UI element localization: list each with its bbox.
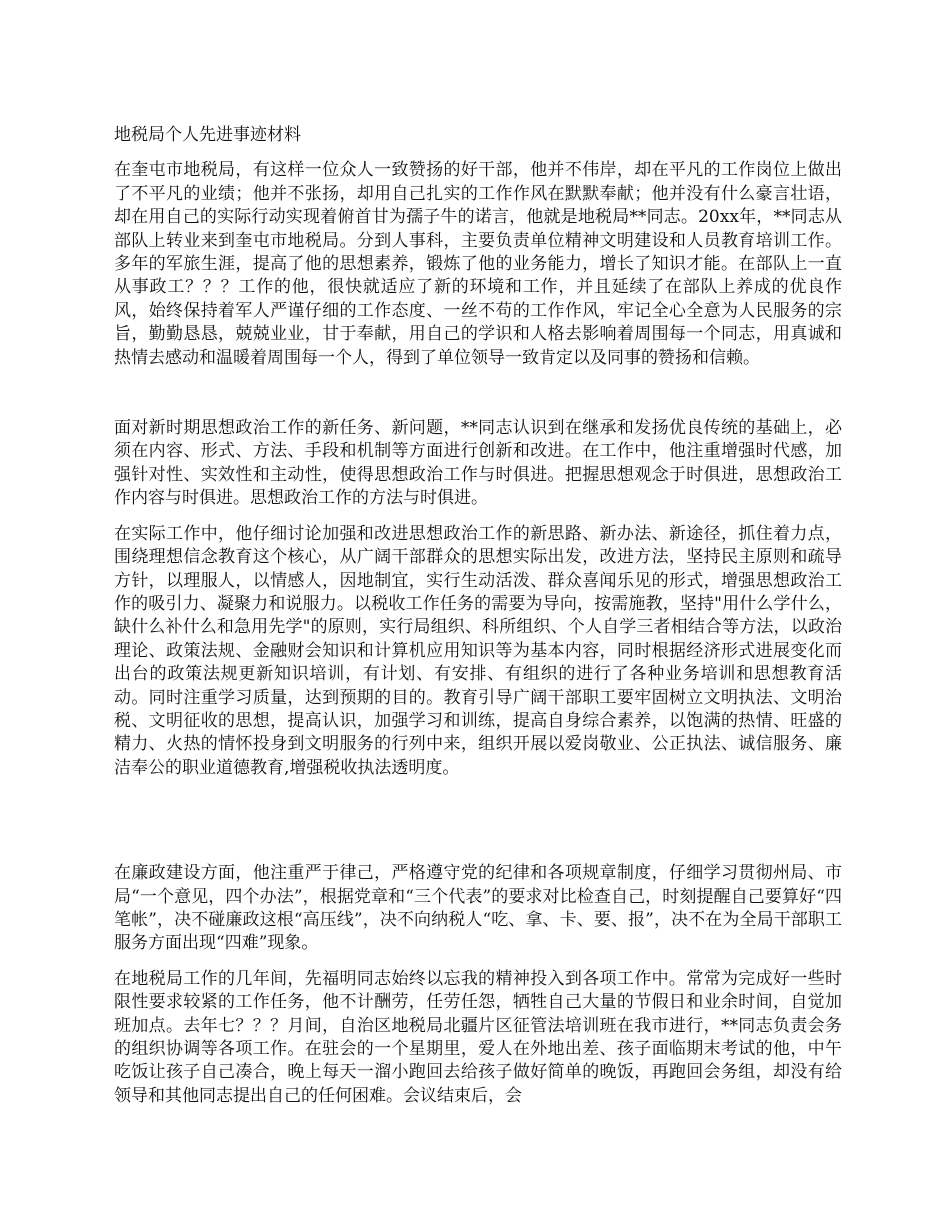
paragraph-intro: 在奎屯市地税局，有这样一位众人一致赞扬的好干部，他并不伟岸，却在平凡的工作岗位上做出了不平凡的业绩；他并不张扬，却用自己扎实的工作作风在默默奉献；他并没有什么豪言壮语，却在用自己的实际行动实现着俯首甘为孺子牛的诺言，他就是地税局**同志。20xx年，**同志从部队上转业来到奎屯市地税局。分到人事科，主要负责单位精神文明建设和人员教育培训工作。多年的军旅生涯，提高了他的思想素养，锻炼了他的业务能力，增长了知识才能。在部队上一直从事政工？？？工作的他，很快就适应了新的环境和工作，并且延续了在部队上养成的优良作风，始终保持着军人严谨仔细的工作态度、一丝不苟的工作作风，牢记全心全意为人民服务的宗旨，勤勤恳恳，兢兢业业，甘于奉献，用自己的学识和人格去影响着周围每一个同志，用真诚和热情去感动和温暖着周围每一个人，得到了单位领导一致肯定以及同事的赞扬和信赖。 [114, 160, 842, 368]
paragraph-practice: 在实际工作中，他仔细讨论加强和改进思想政治工作的新思路、新办法、新途径，抓住着力点，围绕理想信念教育这个核心，从广阔干部群众的思想实际出发，改进方法，坚持民主原则和疏导方针，以理服人，以情感人，因地制宜，实行生动活泼、群众喜闻乐见的形式，增强思想政治工作的吸引力、凝聚力和说服力。以税收工作任务的需要为导向，按需施教，坚持"用什么学什么，缺什么补什么和急用先学"的原则，实行局组织、科所组织、个人自学三者相结合等方法，以政治理论、政策法规、金融财会知识和计算机应用知识等为基本内容，同时根据经济形式进展变化而出台的政策法规更新知识培训，有计划、有安排、有组织的进行了各种业务培训和思想教育活动。同时注重学习质量，达到预期的目的。教育引导广阔干部职工要牢固树立文明执法、文明治税、文明征收的思想，提高认识，加强学习和训练，提高自身综合素养，以饱满的热情、旺盛的精力、火热的情怀投身到文明服务的行列中来，组织开展以爱岗敬业、公正执法、诚信服务、廉洁奉公的职业道德教育,增强税收执法透明度。 [114, 523, 842, 778]
document-page [114, 124, 842, 1108]
paragraph-dedication: 在地税局工作的几年间，先福明同志始终以忘我的精神投入到各项工作中。常常为完成好一些时限性要求较紧的工作任务，他不计酬劳，任劳任怨，牺牲自己大量的节假日和业余时间，自觉加班加点。去年七？？？月间，自治区地税局北疆片区征管法培训班在我市进行，**同志负责会务的组织协调等各项工作。在驻会的一个星期里，爱人在外地出差、孩子面临期末考试的他，中午吃饭让孩子自己凑合，晚上每天一溜小跑回去给孩子做好简单的晚饭，再跑回会务组，却没有给领导和其他同志提出自己的任何困难。会议结束后，会 [114, 968, 842, 1106]
paragraph-integrity: 在廉政建设方面，他注重严于律己，严格遵守党的纪律和各项规章制度，仔细学习贯彻州局、市局“一个意见，四个办法”，根据党章和“三个代表”的要求对比检查自己，时刻提醒自己要算好“四笔帐”，决不碰廉政这根“高压线”，决不向纳税人“吃、拿、卡、要、报”，决不在为全局干部职工服务方面出现“四难”现象。 [114, 863, 842, 954]
document-title: 地税局个人先进事迹材料 [114, 125, 301, 145]
paragraph-innovation: 面对新时期思想政治工作的新任务、新问题，**同志认识到在继承和发扬优良传统的基础上，必须在内容、形式、方法、手段和机制等方面进行创新和改进。在工作中，他注重增强时代感，加强针对性、实效性和主动性，使得思想政治工作与时俱进。把握思想观念于时俱进，思想政治工作内容与时俱进。思想政治工作的方法与时俱进。 [114, 418, 842, 509]
